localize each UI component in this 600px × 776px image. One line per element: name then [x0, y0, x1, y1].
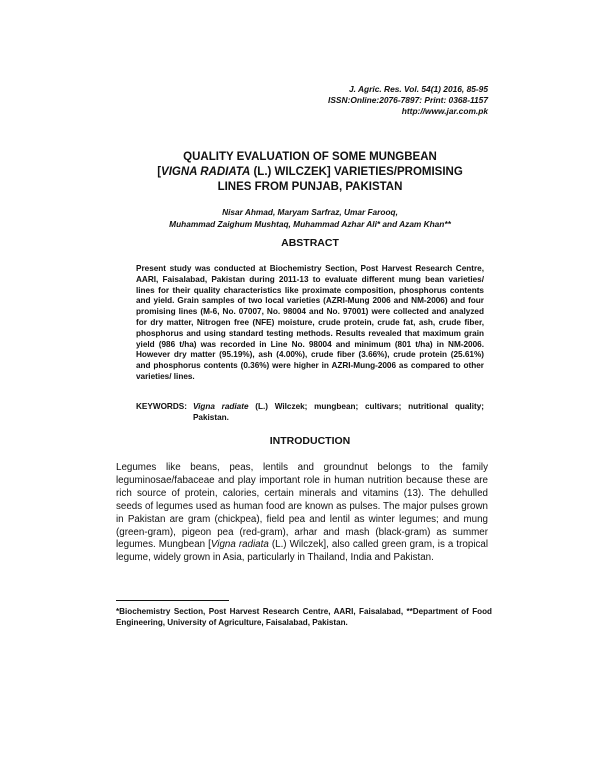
keywords-label: KEYWORDS: [136, 402, 187, 411]
journal-issn: ISSN:Online:2076-7897: Print: 0368-1157 [328, 95, 488, 105]
title-line-3: LINES FROM PUNJAB, PAKISTAN [217, 181, 403, 193]
affiliation-footnote: *Biochemistry Section, Post Harvest Research Centre, AARI, Faisalabad, **Department of Food Engineering, University of Agriculture, Faisalabad, Pakistan. [116, 607, 492, 628]
intro-text-part-2: (L.) Wilczek], also called green gram, is a tropical legume, widely grown in Asia, particularly in Thailand, India and Pakistan. [116, 539, 489, 564]
authors-line-2: Muhammad Zaighum Mushtaq, Muhammad Azhar Ali* and Azam Khan** [169, 219, 451, 229]
abstract-heading: ABSTRACT [281, 237, 339, 249]
keywords [136, 401, 484, 423]
keywords-text [193, 401, 484, 423]
paper-title [100, 150, 520, 195]
journal-url[interactable]: http://www.jar.com.pk [401, 106, 488, 116]
title-bracket: [ [157, 166, 162, 178]
title-species: VIGNA RADIATA [161, 166, 251, 178]
author-list [100, 206, 520, 230]
title-line-2-rest: (L.) WILCZEK] VARIETIES/PROMISING [250, 166, 463, 178]
journal-header [328, 84, 488, 117]
keywords-rest: (L.) Wilczek; mungbean; cultivars; nutritional quality; Pakistan. [192, 402, 484, 422]
authors-line-1: Nisar Ahmad, Maryam Sarfraz, Umar Farooq, [222, 207, 398, 217]
introduction-heading: INTRODUCTION [269, 435, 351, 447]
introduction-paragraph [116, 462, 488, 565]
journal-citation: J. Agric. Res. Vol. 54(1) 2016, 85-95 [348, 84, 488, 94]
title-line-1: QUALITY EVALUATION OF SOME MUNGBEAN [183, 151, 437, 163]
abstract-text: Present study was conducted at Biochemistry Section, Post Harvest Research Centre, AARI, Faisalabad, Pakistan during 2011-13 to evaluate different mung bean varieties/ lines for their quality characteristics like proximate composition, phosphorus contents and yield. Grain samples of two local varieties (AZRI-Mung 2006 and NM-2006) and four promising lines (M-6, No. 07007, No. 98004 and No. 97001) were collected and analyzed for dry matter, Nitrogen free (NFE) moisture, crude protein, crude fat, ash, crude fiber, phosphorus and using standard testing methods. Results revealed that maximum grain yield (986 t/ha) was recorded in Line No. 98004 and minimum (801 t/ha) in NM-2006. However dry matter (95.19%), ash (4.00%), crude fiber (3.66%), crude protein (25.61%) and phosphorus contents (0.36%) were higher in AZRI-Mung-2006 as compared to other varieties/ lines. [136, 264, 484, 381]
keywords-species: Vigna radiate [192, 402, 249, 411]
intro-text-part-1: Legumes like beans, peas, lentils and groundnut belongs to the family leguminosae/fabaceae and play important role in human nutrition because these are rich source of protein, calories, certain minerals and vitamins (13). The dehulled seeds of legumes used as human food are known as pulses. The major pulses grown in Pakistan are gram (chickpea), field pea and lentil as winter legumes; and mung (green-gram), pigeon pea (red-gram), arhar and mash (black-gram) as summer legumes. Mungbean [ [116, 462, 488, 551]
title-line-2 [100, 165, 520, 180]
intro-species: Vigna radiata [210, 539, 269, 551]
footnote-divider [116, 600, 229, 601]
